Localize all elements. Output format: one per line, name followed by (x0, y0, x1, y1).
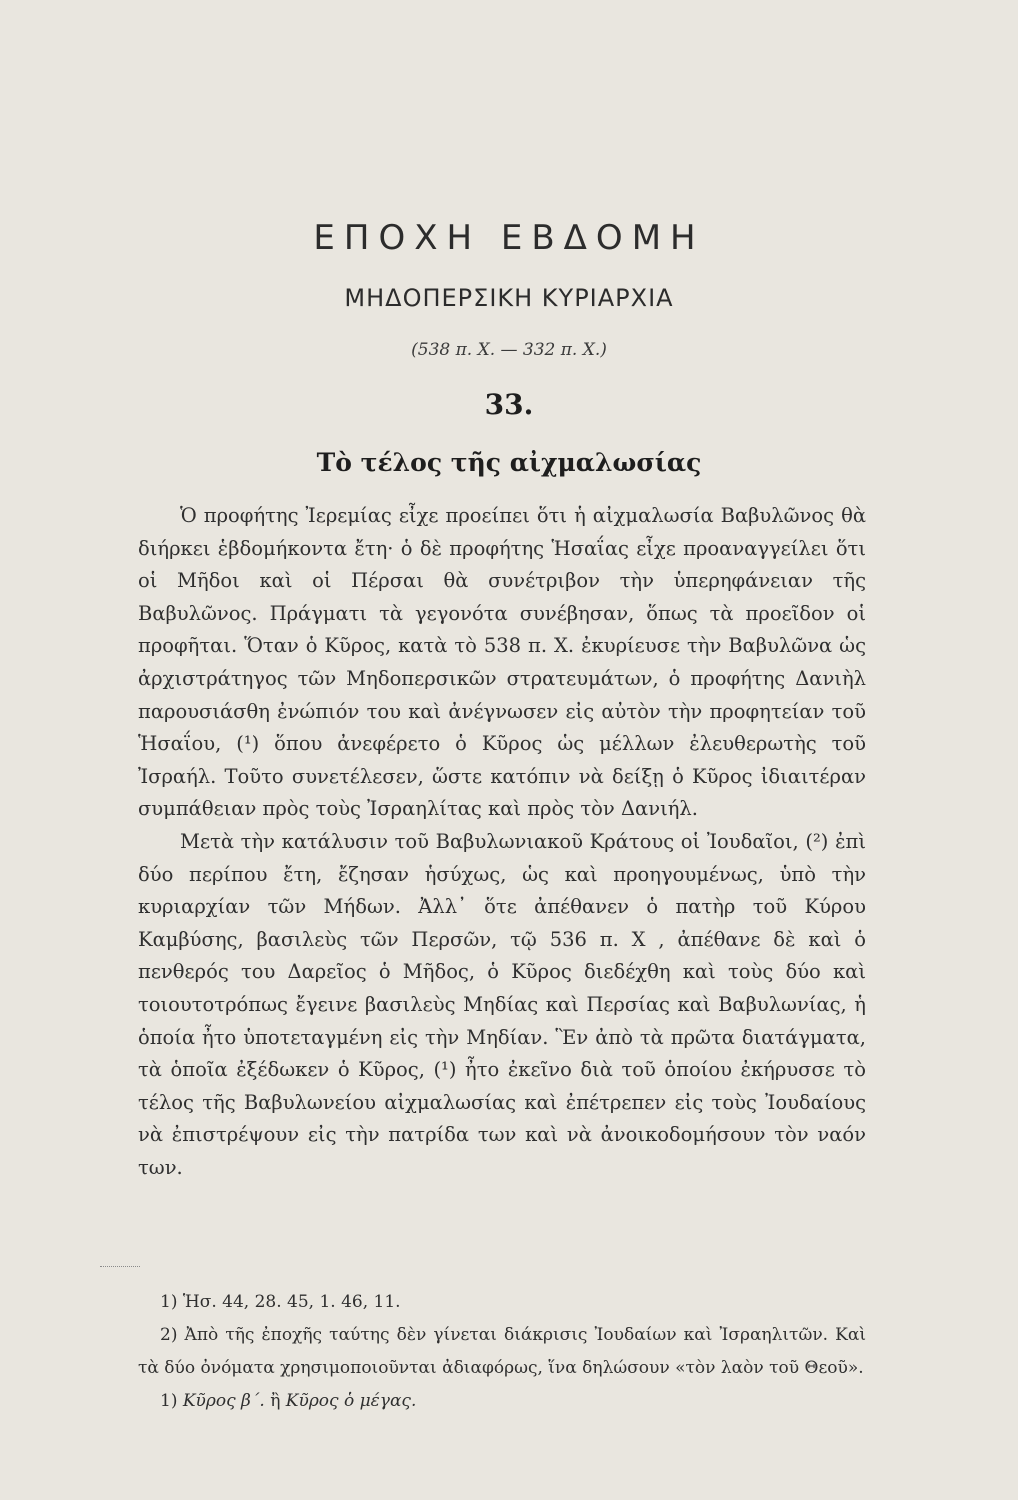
footnotes (138, 1286, 866, 1418)
footnote-3 (138, 1385, 866, 1418)
footnote-3-name-b: Κῦρος ὁ μέγας. (285, 1391, 417, 1411)
footnote-1: 1) Ἡσ. 44, 28. 45, 1. 46, 11. (160, 1292, 401, 1312)
chapter-number: 33. (484, 388, 534, 421)
chapter-title: Τὸ τέλος τῆς αἰχμαλωσίας (316, 448, 702, 477)
body-text (138, 500, 866, 1184)
footnote-divider (100, 1266, 140, 1267)
footnote-3-or: ἢ (270, 1391, 281, 1411)
era-dates: (538 π. Χ. — 332 π. Χ.) (411, 340, 607, 360)
era-title: ΕΠΟΧΗ ΕΒΔΟΜΗ (313, 218, 705, 258)
paragraph-1: Ὁ προφήτης Ἰερεμίας εἶχε προείπει ὅτι ἡ αἰχμαλωσία Βαβυλῶνος θὰ διήρκει ἑβδομήκοντα ἔτη· ὁ δὲ προφήτης Ἡσαΐας εἶχε προαναγγείλει ὅτι οἱ Μῆδοι καὶ οἱ Πέρσαι θὰ συνέτριβον τὴν ὑπερηφάνειαν τῆς Βαβυλῶνος. Πράγματι τὰ γεγονότα συνέβησαν, ὅπως τὰ προεῖδον οἱ προφῆται. Ὅταν ὁ Κῦρος, κατὰ τὸ 538 π. Χ. ἐκυρίευσε τὴν Βαβυλῶνα ὡς ἀρχιστράτηγος τῶν Μηδοπερσικῶν στρατευμάτων, ὁ προφήτης Δανιὴλ παρουσιάσθη ἐνώπιόν του καὶ ἀνέγνωσεν εἰς αὐτὸν τὴν προφητείαν τοῦ Ἡσαΐου, (¹) ὅπου ἀνεφέρετο ὁ Κῦρος ὡς μέλλων ἐλευθερωτὴς τοῦ Ἰσραήλ. Τοῦτο συνετέλεσεν, ὥστε κατόπιν νὰ δείξῃ ὁ Κῦρος ἰδιαιτέραν συμπάθειαν πρὸς τοὺς Ἰσραηλίτας καὶ πρὸς τὸν Δανιήλ. (138, 504, 866, 821)
era-subtitle: ΜΗΔΟΠΕΡΣΙΚΗ ΚΥΡΙΑΡΧΙΑ (344, 284, 674, 312)
footnote-3-marker: 1) (160, 1391, 178, 1411)
footnote-2: 2) Ἀπὸ τῆς ἐποχῆς ταύτης δὲν γίνεται διάκρισις Ἰουδαίων καὶ Ἰσραηλιτῶν. Καὶ τὰ δύο ὀνόματα χρησιμοποιοῦνται ἀδιαφόρως, ἵνα δηλώσουν «τὸν λαὸν τοῦ Θεοῦ». (138, 1325, 866, 1378)
footnote-3-name-a: Κῦρος β΄. (182, 1391, 265, 1411)
paragraph-2: Μετὰ τὴν κατάλυσιν τοῦ Βαβυλωνιακοῦ Κράτους οἱ Ἰουδαῖοι, (²) ἐπὶ δύο περίπου ἔτη, ἔζησαν ἡσύχως, ὡς καὶ προηγουμένως, ὑπὸ τὴν κυριαρχίαν τῶν Μήδων. Ἀλλ᾽ ὅτε ἀπέθανεν ὁ πατὴρ τοῦ Κύρου Καμβύσης, βασιλεὺς τῶν Περσῶν, τῷ 536 π. Χ , ἀπέθανε δὲ καὶ ὁ πενθερός του Δαρεῖος ὁ Μῆδος, ὁ Κῦρος διεδέχθη καὶ τοὺς δύο καὶ τοιουτοτρόπως ἔγεινε βασιλεὺς Μηδίας καὶ Περσίας καὶ Βαβυλωνίας, ἡ ὁποία ἦτο ὑποτεταγμένη εἰς τὴν Μηδίαν. Ἓν ἀπὸ τὰ πρῶτα διατάγματα, τὰ ὁποῖα ἐξέδωκεν ὁ Κῦρος, (¹) ἦτο ἐκεῖνο διὰ τοῦ ὁποίου ἐκήρυσσε τὸ τέλος τῆς Βαβυλωνείου αἰχμαλωσίας καὶ ἐπέτρεπεν εἰς τοὺς Ἰουδαίους νὰ ἐπιστρέψουν εἰς τὴν πατρίδα των καὶ νὰ ἀνοικοδομήσουν τὸν ναόν των. (138, 829, 866, 1179)
